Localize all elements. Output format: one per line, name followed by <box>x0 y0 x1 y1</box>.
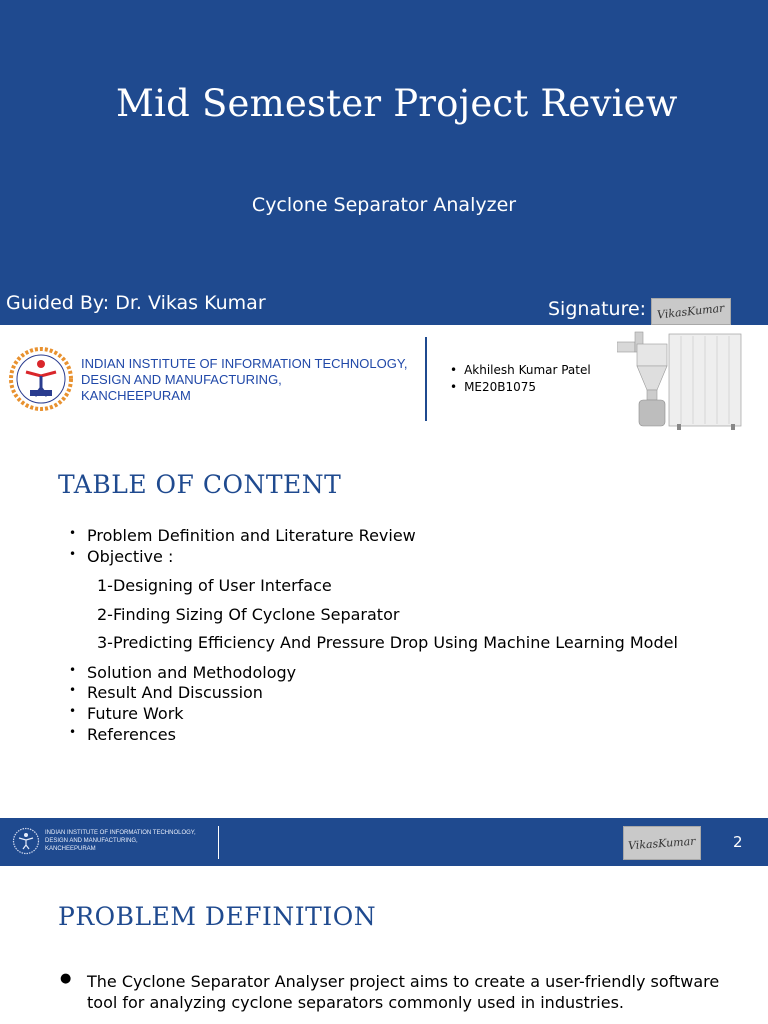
cyclone-separator-image <box>617 328 745 432</box>
toc-objective: 1-Designing of User Interface <box>97 576 332 595</box>
signature-label: Signature: <box>548 298 647 320</box>
institute-logo-icon <box>8 346 74 412</box>
toc-item <box>69 547 174 566</box>
institute-logo-icon <box>12 827 40 855</box>
problem-heading: PROBLEM DEFINITION <box>58 902 377 931</box>
footer-signature-text: VikasKumar <box>627 834 697 852</box>
footer-institute-line2: DESIGN AND MANUFACTURING, <box>45 838 138 844</box>
slide-subtitle: Cyclone Separator Analyzer <box>251 194 517 216</box>
signature-image <box>651 298 731 325</box>
problem-text: The Cyclone Separator Analyser project aims to create a user-friendly software tool for analyzing cyclone separators commonly used in industries. <box>87 972 720 1012</box>
page-number: 2 <box>733 833 743 851</box>
slide-title: Mid Semester Project Review <box>116 82 678 125</box>
footer-institute-line3: KANCHEEPURAM <box>45 846 96 852</box>
bullet-icon: • <box>69 704 77 718</box>
bullet-icon: • <box>69 663 77 677</box>
toc-objective: 2-Finding Sizing Of Cyclone Separator <box>97 605 400 624</box>
toc-item <box>69 704 184 723</box>
toc-item <box>69 663 297 682</box>
bullet-icon: • <box>69 725 77 739</box>
toc-heading: TABLE OF CONTENT <box>58 470 342 499</box>
toc-item-label: Problem Definition and Literature Review <box>87 526 416 545</box>
header-divider <box>425 337 427 421</box>
toc-item <box>69 526 416 545</box>
student-details <box>450 362 591 396</box>
footer-signature-image <box>623 826 701 860</box>
signature-text: VikasKumar <box>656 301 726 322</box>
footer-institute-line1: INDIAN INSTITUTE OF INFORMATION TECHNOLOGY, <box>45 830 196 836</box>
institute-name <box>81 356 407 404</box>
toc-objective: 3-Predicting Efficiency And Pressure Drop Using Machine Learning Model <box>97 633 678 652</box>
student-roll: • ME20B1075 <box>450 379 591 396</box>
toc-item <box>69 683 263 702</box>
bullet-icon: • <box>69 683 77 697</box>
toc-item-label: Future Work <box>87 704 184 723</box>
institute-name-line3: KANCHEEPURAM <box>81 388 191 403</box>
toc-item <box>69 725 176 744</box>
toc-item-label: References <box>87 725 176 744</box>
guided-by: Guided By: Dr. Vikas Kumar <box>6 292 266 314</box>
institute-name-line1: INDIAN INSTITUTE OF INFORMATION TECHNOLOGY, <box>81 356 408 371</box>
toc-item-label: Solution and Methodology <box>87 663 297 682</box>
toc-item-label: Result And Discussion <box>87 683 263 702</box>
bullet-icon: • <box>69 547 77 561</box>
institute-name-line2: DESIGN AND MANUFACTURING, <box>81 372 282 387</box>
toc-item-label: Objective : <box>87 547 174 566</box>
bullet-icon: • <box>69 526 77 540</box>
footer-institute-name <box>45 829 196 853</box>
slide1-header <box>0 0 768 325</box>
bullet-icon: ● <box>60 971 72 986</box>
student-name: • Akhilesh Kumar Patel <box>450 362 591 379</box>
footer-divider <box>218 826 219 859</box>
